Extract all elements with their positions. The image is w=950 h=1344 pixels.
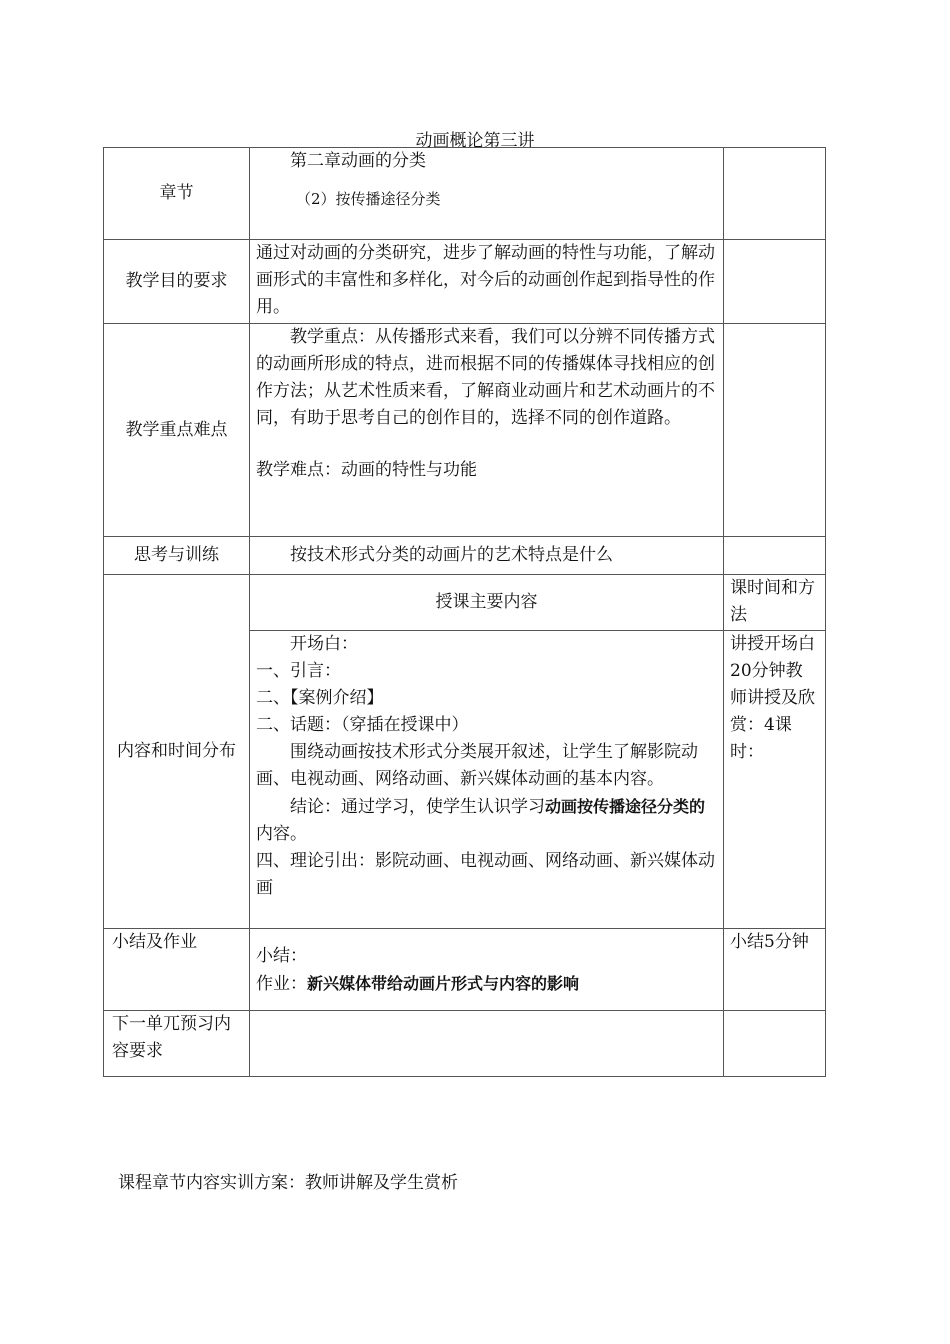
preview-content [250, 1011, 724, 1077]
keypoints-content [250, 324, 724, 537]
content-main-header: 授课主要内容 [250, 575, 724, 631]
content-time: 讲授开场白20分钟教师讲授及欣赏：4课时： [724, 631, 826, 929]
row-thinking [104, 537, 826, 575]
content-item-2: 二、【案例介绍】 [256, 688, 384, 708]
conclusion-prefix: 结论：通过学习，使学生认识学习 [290, 797, 545, 817]
content-item-1: 一、引言： [256, 661, 341, 681]
conclusion-bold: 动画按传播途径分类的 [545, 797, 706, 816]
row-content-header [104, 575, 826, 631]
content-time-header: 课时间和方法 [724, 575, 826, 631]
content-conclusion [256, 793, 717, 848]
summary-content [250, 929, 724, 1011]
conclusion-suffix: 内容。 [256, 824, 307, 844]
thinking-text: 按技术形式分类的动画片的艺术特点是什么 [250, 537, 724, 575]
thinking-label: 思考与训练 [104, 537, 250, 575]
content-paragraph: 围绕动画按技术形式分类展开叙述，让学生了解影院动画、电视动画、网络动画、新兴媒体动画的基本内容。 [256, 742, 698, 789]
keypoints-difficulty: 教学难点：动画的特性与功能 [256, 460, 477, 480]
row-chapter [104, 148, 826, 240]
summary-line: 小结： [256, 946, 307, 966]
preview-label: 下一单兀预习内容要求 [104, 1011, 250, 1077]
row-objectives [104, 240, 826, 324]
content-opening: 开场白： [290, 634, 358, 654]
row-preview [104, 1011, 826, 1077]
lesson-plan-table [103, 147, 826, 1077]
row-summary [104, 929, 826, 1011]
chapter-title: 第二章动画的分类 [290, 151, 426, 171]
keypoints-label: 教学重点难点 [104, 324, 250, 537]
objectives-extra [724, 240, 826, 324]
chapter-extra [724, 148, 826, 240]
homework-bold: 新兴媒体带给动画片形式与内容的影响 [307, 974, 580, 993]
objectives-text: 通过对动画的分类研究，进步了解动画的特性与功能，了解动画形式的丰富性和多样化，对今后的动画创作起到指导性的作用。 [250, 240, 724, 324]
chapter-subtitle: （2）按传播途径分类 [296, 190, 441, 208]
document-title: 动画概论第三讲 [415, 131, 535, 151]
keypoints-extra [724, 324, 826, 537]
objectives-label: 教学目的要求 [104, 240, 250, 324]
homework-line [256, 970, 717, 998]
keypoints-focus: 教学重点：从传播形式来看，我们可以分辨不同传播方式的动画所形成的特点，进而根据不同的传播媒体寻找相应的创作方法；从艺术性质来看，了解商业动画片和艺术动画片的不同，有助于思考自己的创作目的，选择不同的创作道路。 [256, 327, 715, 428]
chapter-label: 章节 [104, 148, 250, 240]
chapter-content [250, 148, 724, 240]
thinking-extra [724, 537, 826, 575]
content-label: 内容和时间分布 [104, 575, 250, 929]
content-item-3: 二、话题：（穿插在授课中） [256, 715, 469, 735]
preview-extra [724, 1011, 826, 1077]
summary-time: 小结5分钟 [724, 929, 826, 1011]
footer-note: 课程章节内容实训方案：教师讲解及学生赏析 [118, 1173, 458, 1193]
content-body [250, 631, 724, 929]
homework-prefix: 作业： [256, 974, 307, 994]
row-keypoints [104, 324, 826, 537]
summary-label: 小结及作业 [104, 929, 250, 1011]
content-item-4: 四、理论引出：影院动画、电视动画、网络动画、新兴媒体动画 [256, 851, 715, 898]
